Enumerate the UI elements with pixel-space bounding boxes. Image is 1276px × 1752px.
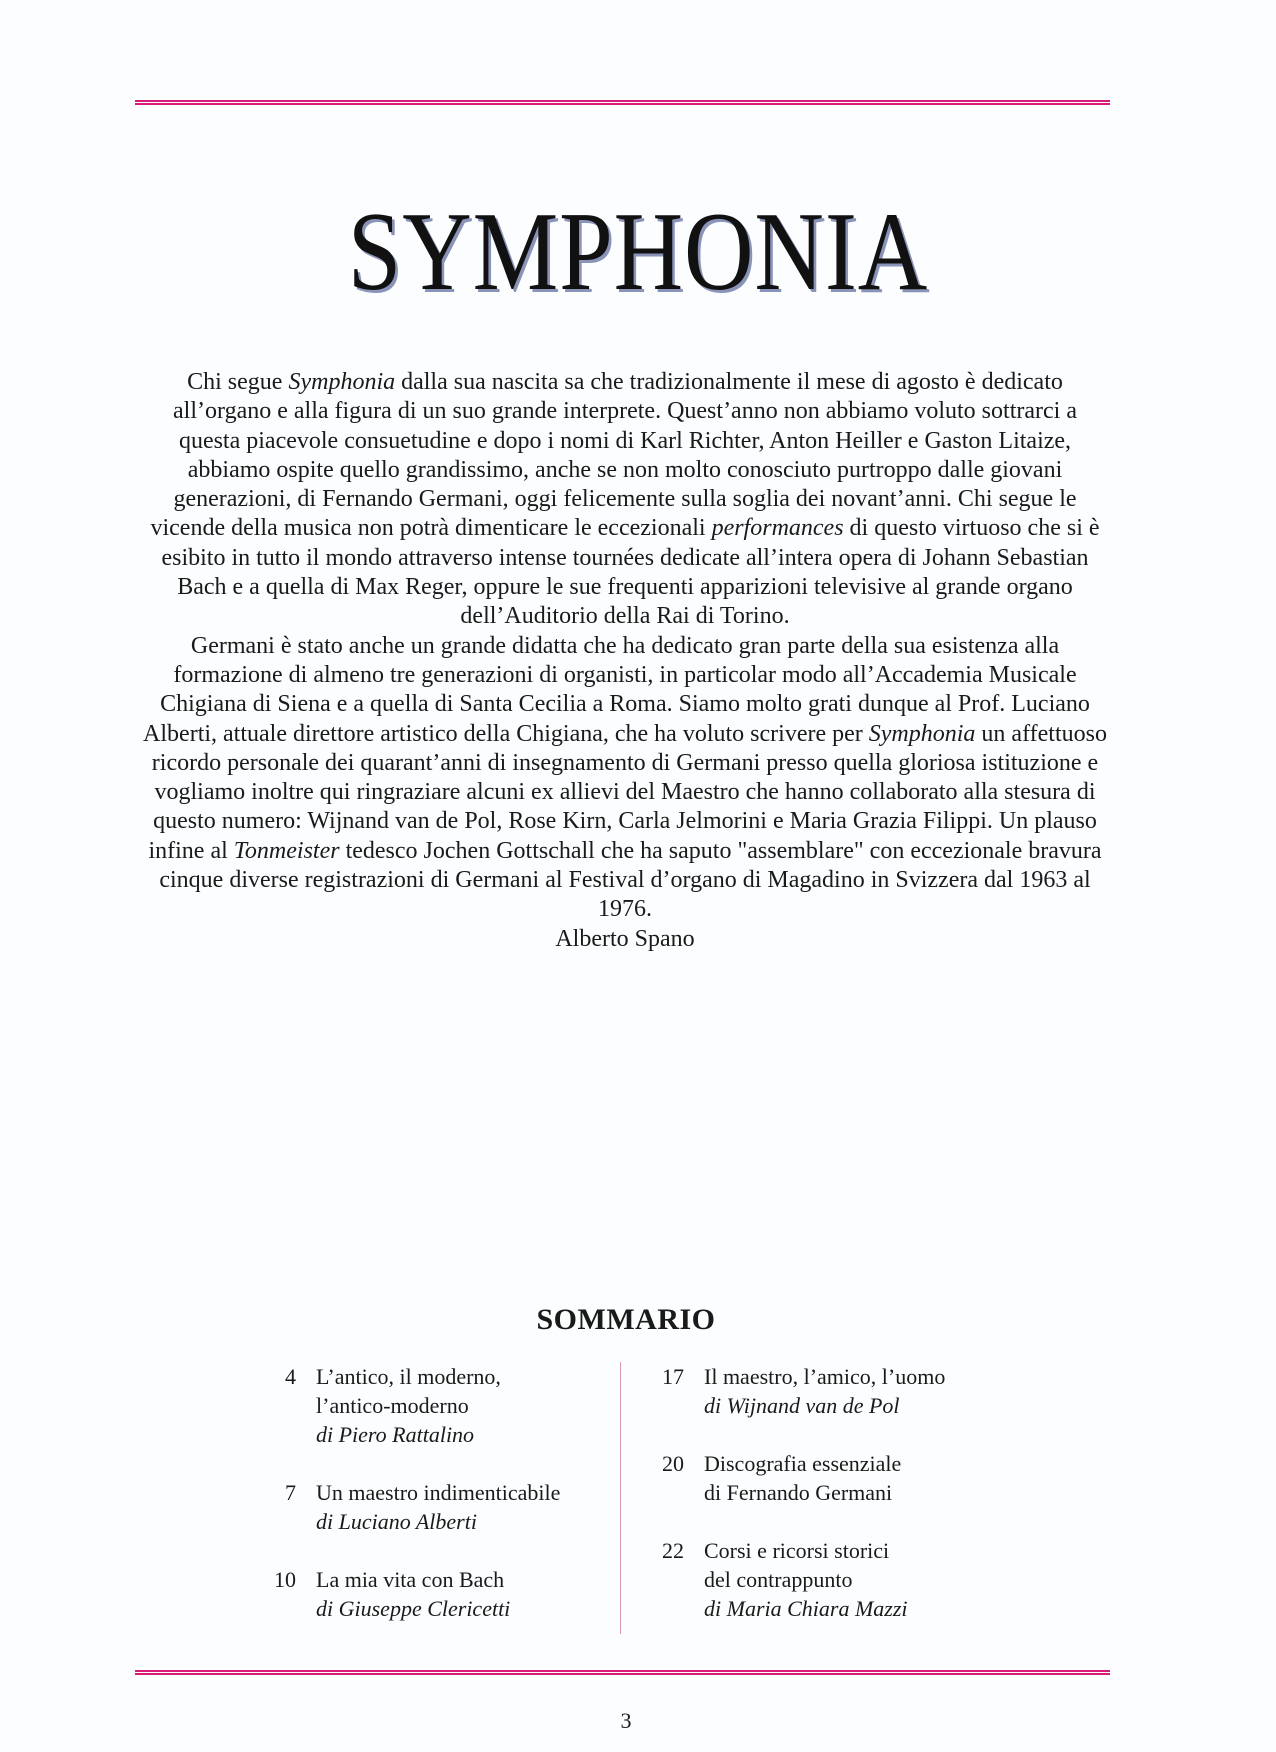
toc-page-number: 20 — [662, 1451, 684, 1476]
toc-entry[interactable] — [650, 1362, 990, 1420]
bottom-rule — [135, 1670, 1110, 1675]
toc-page-number: 4 — [285, 1364, 296, 1389]
toc-page-number: 22 — [662, 1538, 684, 1563]
editorial-signature: Alberto Spano — [555, 925, 695, 952]
toc-entry-title: Corsi e ricorsi storici del contrappunto — [704, 1538, 890, 1592]
toc-divider — [620, 1362, 621, 1634]
toc-left-column — [262, 1362, 602, 1623]
toc-entry-author: di Luciano Alberti — [316, 1509, 477, 1534]
toc-entry-author: di Wijnand van de Pol — [704, 1393, 900, 1418]
toc-entry-title: Discografia essenziale di Fernando Germani — [704, 1451, 902, 1505]
page-number: 3 — [620, 1708, 632, 1733]
toc-page-number: 7 — [285, 1480, 296, 1505]
toc-right-column — [650, 1362, 990, 1623]
toc-entry-author: di Giuseppe Clericetti — [316, 1596, 511, 1621]
top-rule — [135, 100, 1110, 105]
toc-entry-title: Il maestro, l’amico, l’uomo — [704, 1364, 946, 1389]
editorial-paragraph-1: Chi segue Symphonia dalla sua nascita sa che tradizionalmente il mese di agosto è dedicato all’organo e alla figura di un suo grande interprete. Quest’anno non abbiamo voluto sottrarci a questa piacevole consuetudine e dopo i nomi di Karl Richter, Anton Heiller e Gaston Litaize, abbiamo ospite quello grandissimo, anche se non molto conosciuto purtroppo dalle giovani generazioni, di Fernando Germani, oggi felicemente sulla soglia dei novant’anni. Chi segue le vicende della musica non potrà dimenticare le eccezionali performances di questo virtuoso che si è esibito in tutto il mondo attraverso intense tournées dedicate all’intera opera di Johann Sebastian Bach e a quella di Max Reger, oppure le sue frequenti apparizioni televisive al grande organo dell’Auditorio della Rai di Torino. — [150, 369, 1100, 630]
toc-entry-title: L’antico, il moderno, l’antico-moderno — [316, 1364, 501, 1418]
toc-page-number: 17 — [662, 1364, 684, 1389]
editorial-paragraph-2: Germani è stato anche un grande didatta che ha dedicato gran parte della sua esistenza alla formazione di almeno tre generazioni di organisti, in particolar modo all’Accademia Musicale Chigiana di Siena e a quella di Santa Cecilia a Roma. Siamo molto grati dunque al Prof. Luciano Alberti, attuale direttore artistico della Chigiana, che ha voluto scrivere per Symphonia un affettuoso ricordo personale dei quarant’anni di insegnamento di Germani presso quella gloriosa istituzione e vogliamo inoltre qui ringraziare alcuni ex allievi del Maestro che hanno collaborato alla stesura di questo numero: Wijnand van de Pol, Rose Kirn, Carla Jelmorini e Maria Grazia Filippi. Un plauso infine al Tonmeister tedesco Jochen Gottschall che ha saputo "assemblare" con eccezionale bravura cinque diverse registrazioni di Germani al Festival d’organo di Magadino in Svizzera dal 1963 al 1976. — [143, 632, 1107, 923]
summary-title: SOMMARIO — [536, 1303, 716, 1336]
masthead-title: SYMPHONIA — [347, 190, 929, 314]
toc-entry-title: La mia vita con Bach — [316, 1567, 505, 1592]
toc-page-number: 10 — [274, 1567, 296, 1592]
toc-entry-title: Un maestro indimenticabile — [316, 1480, 561, 1505]
toc-entry[interactable] — [262, 1478, 602, 1536]
toc-entry[interactable] — [650, 1449, 990, 1507]
editorial-text — [140, 368, 1110, 954]
toc-entry-author: di Maria Chiara Mazzi — [704, 1596, 908, 1621]
toc-entry-author: di Piero Rattalino — [316, 1422, 475, 1447]
toc-entry[interactable] — [262, 1362, 602, 1449]
toc-entry[interactable] — [650, 1536, 990, 1623]
toc-entry[interactable] — [262, 1565, 602, 1623]
